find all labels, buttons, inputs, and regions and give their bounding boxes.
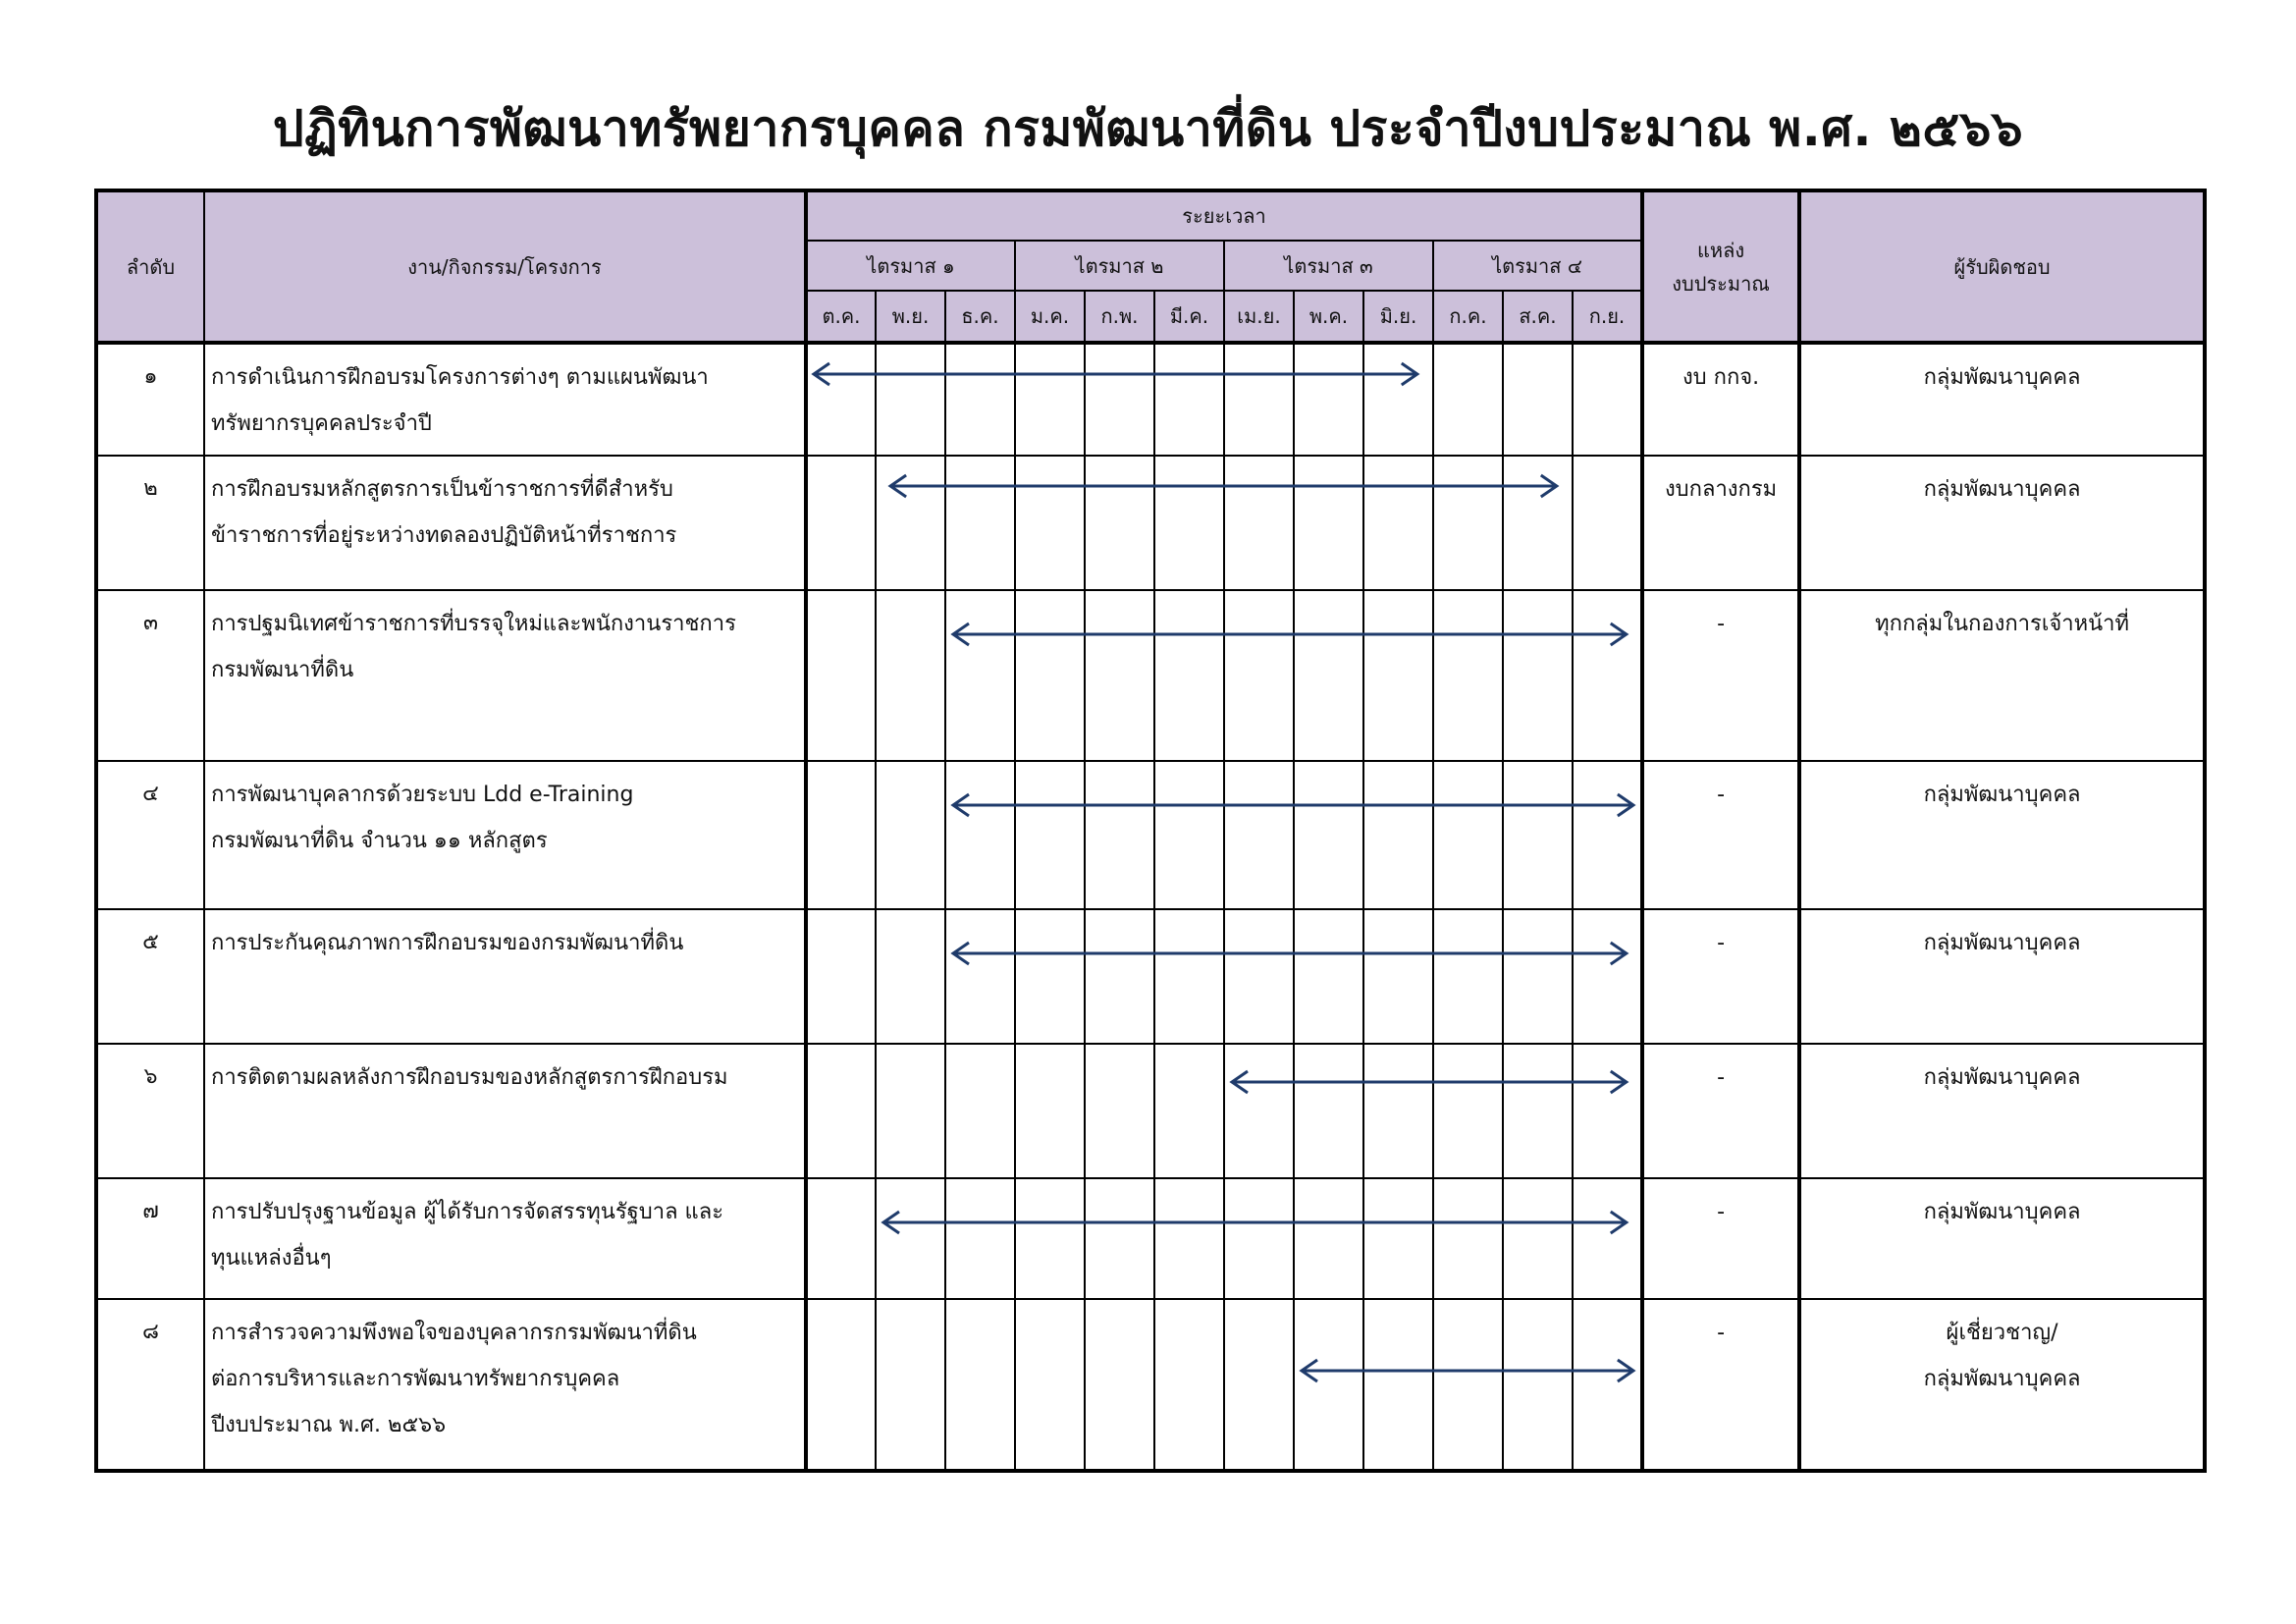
month-cell	[1433, 909, 1503, 1044]
month-cell	[806, 590, 876, 761]
header-quarter-3: ไตรมาส ๓	[1224, 241, 1433, 291]
month-cell	[1294, 1044, 1363, 1178]
month-cell	[1224, 590, 1294, 761]
month-cell	[1015, 1044, 1085, 1178]
month-cell	[1154, 590, 1224, 761]
header-responsible: ผู้รับผิดชอบ	[1799, 190, 2205, 343]
month-cell	[876, 456, 945, 590]
table-body	[96, 343, 2205, 1471]
month-cell	[1363, 1299, 1433, 1471]
row-number: ๕	[96, 909, 204, 1044]
activity-line: การประกันคุณภาพการฝึกอบรมของกรมพัฒนาที่ดิน	[211, 931, 684, 955]
row-number: ๘	[96, 1299, 204, 1471]
row-number: ๓	[96, 590, 204, 761]
month-cell	[1015, 1299, 1085, 1471]
responsible-cell	[1799, 343, 2205, 456]
month-cell	[1294, 761, 1363, 909]
header-budget-line2: งบประมาณ	[1672, 271, 1770, 296]
month-cell	[945, 761, 1015, 909]
activity-cell	[204, 1044, 806, 1178]
table-row	[96, 909, 2205, 1044]
responsible-line: กลุ่มพัฒนาบุคคล	[1923, 1065, 2081, 1090]
month-cell	[1224, 1044, 1294, 1178]
responsible-line: กลุ่มพัฒนาบุคคล	[1923, 783, 2081, 807]
month-cell	[945, 909, 1015, 1044]
month-cell	[1015, 761, 1085, 909]
activity-cell	[204, 456, 806, 590]
page-title: ปฏิทินการพัฒนาทรัพยากรบุคคล กรมพัฒนาที่ดิน ประจำปีงบประมาณ พ.ศ. ๒๕๖๖	[272, 100, 2024, 157]
month-cell	[1085, 456, 1154, 590]
month-cell	[1085, 1044, 1154, 1178]
header-month: ม.ค.	[1015, 291, 1085, 343]
row-number: ๗	[96, 1178, 204, 1299]
month-cell	[1294, 1299, 1363, 1471]
month-cell	[1085, 909, 1154, 1044]
responsible-cell	[1799, 456, 2205, 590]
month-cell	[1503, 1044, 1573, 1178]
responsible-line: กลุ่มพัฒนาบุคคล	[1923, 1200, 2081, 1224]
budget-cell: -	[1642, 1299, 1799, 1471]
activity-cell	[204, 761, 806, 909]
month-cell	[945, 456, 1015, 590]
month-cell	[1224, 1178, 1294, 1299]
month-cell	[1503, 343, 1573, 456]
activity-line: ทุนแหล่งอื่นๆ	[211, 1246, 332, 1271]
header-activity: งาน/กิจกรรม/โครงการ	[204, 190, 806, 343]
header-month: ก.ย.	[1573, 291, 1642, 343]
month-cell	[1015, 1178, 1085, 1299]
month-cell	[1085, 1178, 1154, 1299]
month-cell	[1363, 456, 1433, 590]
month-cell	[876, 1044, 945, 1178]
activity-line: กรมพัฒนาที่ดิน จำนวน ๑๑ หลักสูตร	[211, 829, 548, 853]
month-cell	[1573, 343, 1642, 456]
row-number: ๖	[96, 1044, 204, 1178]
responsible-line: กลุ่มพัฒนาบุคคล	[1923, 365, 2081, 390]
activity-line: การดำเนินการฝึกอบรมโครงการต่างๆ ตามแผนพัฒนา	[211, 365, 709, 390]
month-cell	[1085, 343, 1154, 456]
month-cell	[806, 343, 876, 456]
month-cell	[1294, 343, 1363, 456]
month-cell	[1224, 909, 1294, 1044]
month-cell	[1154, 1299, 1224, 1471]
budget-cell: งบ กกจ.	[1642, 343, 1799, 456]
month-cell	[1154, 1178, 1224, 1299]
header-month: มี.ค.	[1154, 291, 1224, 343]
month-cell	[1433, 1178, 1503, 1299]
month-cell	[1154, 1044, 1224, 1178]
month-cell	[1573, 1178, 1642, 1299]
month-cell	[1294, 590, 1363, 761]
month-cell	[1085, 1299, 1154, 1471]
month-cell	[1503, 1299, 1573, 1471]
row-number: ๒	[96, 456, 204, 590]
activity-cell	[204, 343, 806, 456]
responsible-cell	[1799, 1044, 2205, 1178]
table-row	[96, 343, 2205, 456]
activity-line: ปีงบประมาณ พ.ศ. ๒๕๖๖	[211, 1413, 447, 1437]
month-cell	[1085, 590, 1154, 761]
header-budget	[1642, 190, 1799, 343]
month-cell	[1224, 343, 1294, 456]
month-cell	[1573, 456, 1642, 590]
month-cell	[1573, 761, 1642, 909]
month-cell	[876, 343, 945, 456]
table-row	[96, 1299, 2205, 1471]
month-cell	[876, 909, 945, 1044]
month-cell	[1015, 590, 1085, 761]
month-cell	[1015, 343, 1085, 456]
budget-cell: -	[1642, 1044, 1799, 1178]
month-cell	[806, 1178, 876, 1299]
month-cell	[1573, 1299, 1642, 1471]
responsible-cell	[1799, 761, 2205, 909]
budget-cell: -	[1642, 590, 1799, 761]
month-cell	[1154, 761, 1224, 909]
month-cell	[1294, 1178, 1363, 1299]
activity-line: ทรัพยากรบุคคลประจำปี	[211, 411, 432, 436]
row-number: ๑	[96, 343, 204, 456]
activity-cell	[204, 590, 806, 761]
month-cell	[1294, 456, 1363, 590]
activity-line: กรมพัฒนาที่ดิน	[211, 658, 354, 682]
table-row	[96, 1178, 2205, 1299]
activity-line: การพัฒนาบุคลากรด้วยระบบ Ldd e-Training	[211, 783, 634, 807]
header-quarter-2: ไตรมาส ๒	[1015, 241, 1224, 291]
month-cell	[1363, 909, 1433, 1044]
month-cell	[1363, 343, 1433, 456]
responsible-line: ทุกกลุ่มในกองการเจ้าหน้าที่	[1875, 612, 2129, 636]
month-cell	[945, 1299, 1015, 1471]
header-month: มิ.ย.	[1363, 291, 1433, 343]
row-number: ๔	[96, 761, 204, 909]
table-row	[96, 456, 2205, 590]
table-row	[96, 761, 2205, 909]
month-cell	[1363, 590, 1433, 761]
header-row-1	[96, 190, 2205, 241]
activity-line: ต่อการบริหารและการพัฒนาทรัพยากรบุคคล	[211, 1367, 620, 1391]
responsible-line: กลุ่มพัฒนาบุคคล	[1923, 931, 2081, 955]
header-month: เม.ย.	[1224, 291, 1294, 343]
table-row	[96, 1044, 2205, 1178]
month-cell	[1433, 761, 1503, 909]
activity-line: การฝึกอบรมหลักสูตรการเป็นข้าราชการที่ดีสำหรับ	[211, 477, 673, 502]
activity-line: การสำรวจความพึงพอใจของบุคลากรกรมพัฒนาที่ดิน	[211, 1321, 697, 1345]
header-period: ระยะเวลา	[806, 190, 1642, 241]
month-cell	[1433, 456, 1503, 590]
budget-cell: งบกลางกรม	[1642, 456, 1799, 590]
month-cell	[1433, 343, 1503, 456]
responsible-cell	[1799, 590, 2205, 761]
month-cell	[806, 1044, 876, 1178]
month-cell	[1015, 456, 1085, 590]
month-cell	[1433, 590, 1503, 761]
month-cell	[1433, 1044, 1503, 1178]
month-cell	[806, 1299, 876, 1471]
responsible-line: กลุ่มพัฒนาบุคคล	[1923, 477, 2081, 502]
month-cell	[1433, 1299, 1503, 1471]
month-cell	[1224, 761, 1294, 909]
header-no: ลำดับ	[96, 190, 204, 343]
responsible-cell	[1799, 1299, 2205, 1471]
activity-line: การปฐมนิเทศข้าราชการที่บรรจุใหม่และพนักงานราชการ	[211, 612, 736, 636]
training-calendar-table	[94, 189, 2207, 1473]
month-cell	[1503, 761, 1573, 909]
activity-cell	[204, 1178, 806, 1299]
month-cell	[1363, 761, 1433, 909]
month-cell	[1085, 761, 1154, 909]
month-cell	[1573, 590, 1642, 761]
budget-cell: -	[1642, 1178, 1799, 1299]
month-cell	[1363, 1044, 1433, 1178]
month-cell	[1015, 909, 1085, 1044]
responsible-cell	[1799, 909, 2205, 1044]
header-month: ก.ค.	[1433, 291, 1503, 343]
header-month: ส.ค.	[1503, 291, 1573, 343]
month-cell	[1573, 909, 1642, 1044]
activity-cell	[204, 909, 806, 1044]
budget-cell: -	[1642, 909, 1799, 1044]
header-month: ต.ค.	[806, 291, 876, 343]
month-cell	[1154, 909, 1224, 1044]
activity-line: การติดตามผลหลังการฝึกอบรมของหลักสูตรการฝึกอบรม	[211, 1065, 728, 1090]
month-cell	[1503, 909, 1573, 1044]
month-cell	[945, 1044, 1015, 1178]
month-cell	[1224, 456, 1294, 590]
month-cell	[1224, 1299, 1294, 1471]
header-month: พ.ย.	[876, 291, 945, 343]
month-cell	[1573, 1044, 1642, 1178]
budget-cell: -	[1642, 761, 1799, 909]
month-cell	[876, 1299, 945, 1471]
month-cell	[945, 343, 1015, 456]
header-month: ธ.ค.	[945, 291, 1015, 343]
month-cell	[1363, 1178, 1433, 1299]
month-cell	[1503, 590, 1573, 761]
header-month: พ.ค.	[1294, 291, 1363, 343]
month-cell	[1154, 343, 1224, 456]
responsible-line: กลุ่มพัฒนาบุคคล	[1923, 1367, 2081, 1391]
header-month: ก.พ.	[1085, 291, 1154, 343]
table-row	[96, 590, 2205, 761]
month-cell	[876, 1178, 945, 1299]
activity-line: ข้าราชการที่อยู่ระหว่างทดลองปฏิบัติหน้าที่ราชการ	[211, 523, 677, 548]
month-cell	[1294, 909, 1363, 1044]
responsible-cell	[1799, 1178, 2205, 1299]
header-quarter-1: ไตรมาส ๑	[806, 241, 1015, 291]
month-cell	[945, 590, 1015, 761]
responsible-line: ผู้เชี่ยวชาญ/	[1946, 1321, 2058, 1345]
activity-line: การปรับปรุงฐานข้อมูล ผู้ได้รับการจัดสรรทุนรัฐบาล และ	[211, 1200, 724, 1224]
month-cell	[876, 590, 945, 761]
month-cell	[806, 761, 876, 909]
month-cell	[876, 761, 945, 909]
header-budget-line1: แหล่ง	[1697, 238, 1745, 262]
month-cell	[1503, 1178, 1573, 1299]
month-cell	[1503, 456, 1573, 590]
header-quarter-4: ไตรมาส ๔	[1433, 241, 1642, 291]
month-cell	[945, 1178, 1015, 1299]
month-cell	[806, 909, 876, 1044]
month-cell	[1154, 456, 1224, 590]
month-cell	[806, 456, 876, 590]
activity-cell	[204, 1299, 806, 1471]
